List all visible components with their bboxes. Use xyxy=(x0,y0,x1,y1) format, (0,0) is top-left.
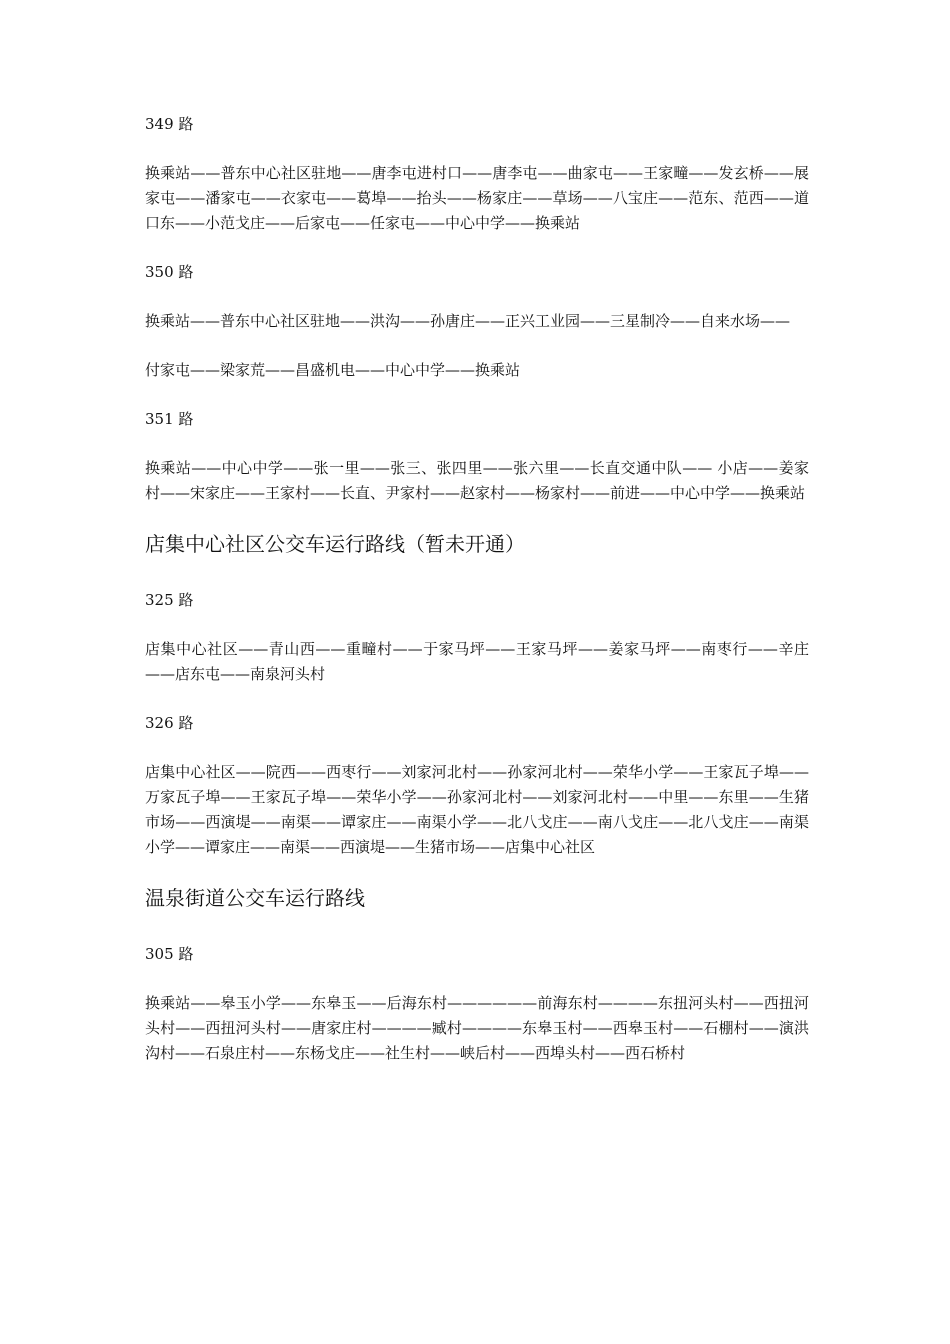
route-stops-350-part1: 换乘站——普东中心社区驻地——洪沟——孙唐庄——正兴工业园——三星制冷——自来水场—— xyxy=(145,312,791,330)
route-title-326: 326 路 xyxy=(145,714,194,732)
route-stops-326: 店集中心社区——院西——西枣行——刘家河北村——孙家河北村——荣华小学——王家瓦子埠——万家瓦子埠——王家瓦子埠——荣华小学——孙家河北村——刘家河北村——中里——东里——生猪市场——西演堤——南渠——谭家庄——南渠小学——北八戈庄——南八戈庄——北八戈庄——南渠小学——谭家庄——南渠——西演堤——生猪市场——店集中心社区 xyxy=(145,763,809,856)
section-wenquan xyxy=(145,884,809,1066)
route-stops-351: 换乘站——中心中学——张一里——张三、张四里——张六里——长直交通中队—— 小店——姜家村——宋家庄——王家村——长直、尹家村——赵家村——杨家村——前进——中心中学——换乘站 xyxy=(145,459,809,502)
route-title-305: 305 路 xyxy=(145,945,194,963)
route-title-325: 325 路 xyxy=(145,591,194,609)
route-stops-350-part2: 付家屯——梁家荒——昌盛机电——中心中学——换乘站 xyxy=(145,361,521,379)
section-dianji xyxy=(145,530,809,860)
section-putong xyxy=(145,112,809,506)
section-heading-wenquan: 温泉街道公交车运行路线 xyxy=(145,886,365,910)
route-title-351: 351 路 xyxy=(145,410,194,428)
route-stops-349: 换乘站——普东中心社区驻地——唐李屯进村口——唐李屯——曲家屯——王家疃——发玄桥——展家屯——潘家屯——衣家屯——葛埠——抬头——杨家庄——草场——八宝庄——范东、范西——道口东——小范戈庄——后家屯——任家屯——中心中学——换乘站 xyxy=(145,164,809,232)
section-heading-dianji: 店集中心社区公交车运行路线（暂未开通） xyxy=(145,532,525,556)
document-page xyxy=(145,112,809,1090)
route-stops-305: 换乘站——皋玉小学——东皋玉——后海东村——————前海东村————东扭河头村——西扭河头村——西扭河头村——唐家庄村————臧村————东皋玉村——西皋玉村——石棚村——演洪沟村——石泉庄村——东杨戈庄——社生村——峡后村——西埠头村——西石桥村 xyxy=(145,994,809,1062)
route-title-350: 350 路 xyxy=(145,263,194,281)
route-stops-325: 店集中心社区——青山西——重疃村——于家马坪——王家马坪——姜家马坪——南枣行——辛庄——店东屯——南泉河头村 xyxy=(145,640,809,683)
route-title-349: 349 路 xyxy=(145,115,194,133)
